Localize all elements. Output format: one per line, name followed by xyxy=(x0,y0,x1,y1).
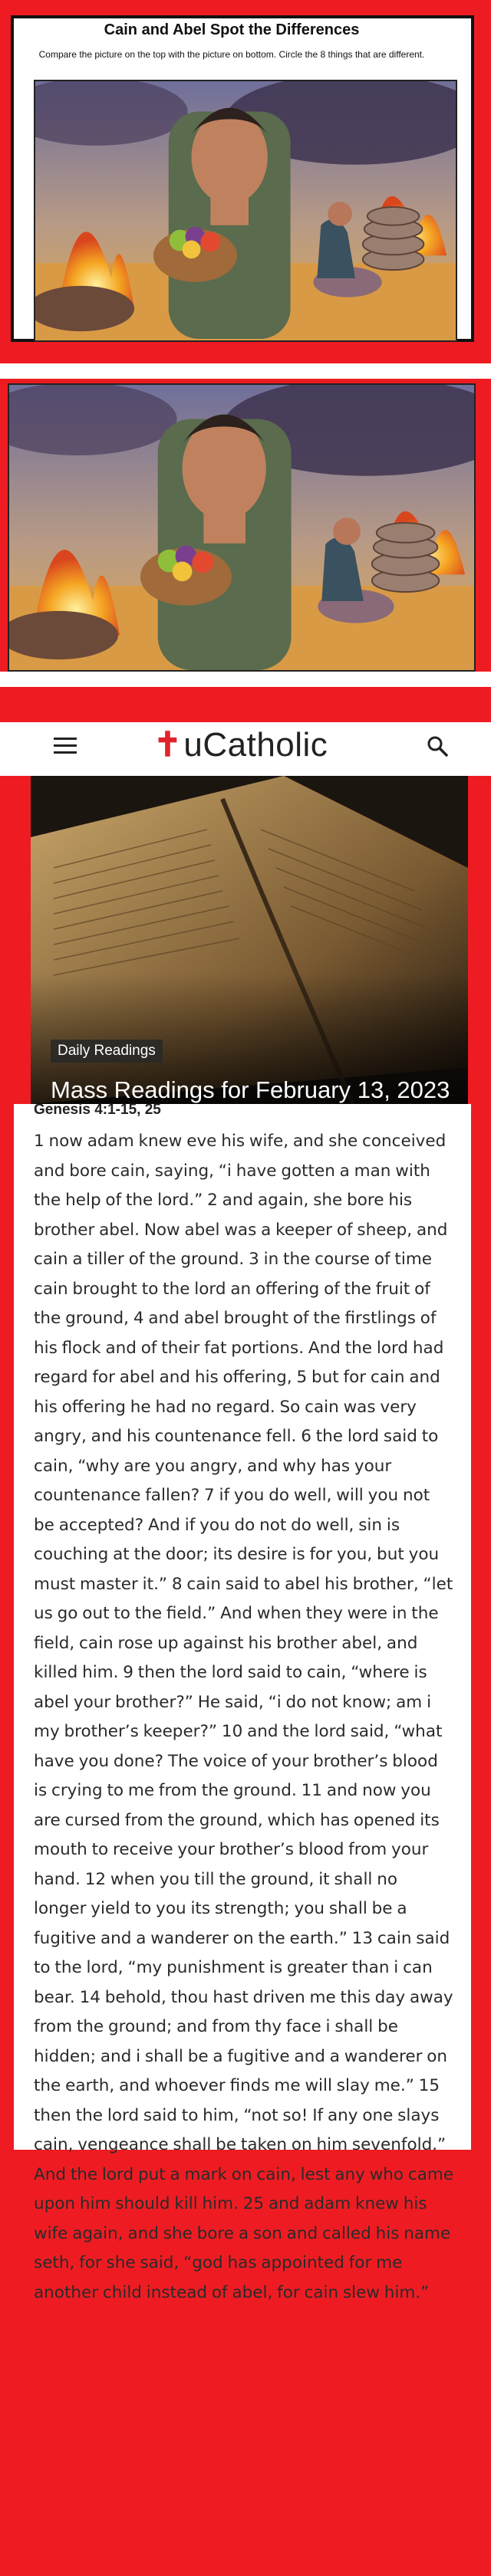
illustration-top xyxy=(34,80,457,342)
spacer xyxy=(0,363,491,379)
reading-text: 1 now adam knew eve his wife, and she conceived and bore cain, saying, “i have gotten a man with the help of the lord.” 2 and again, she bore his brother abel. Now abel was a keeper of sheep, and cain a tiller of the ground. 3 in the course of time cain brought to the lord an offering of the fruit of the ground, 4 and abel brought of the firstlings of his flock and of their fat portions. And the lord had regard for abel and his offering, 5 but for cain and his offering he had no regard. So cain was very angry, and his countenance fell. 6 the lord said to cain, “why are you angry, and why has your countenance fallen? 7 if you do well, will you not be accepted? And if you do not do well, sin is couching at the door; its desire is for you, but you must master it.” 8 cain said to abel his brother, “let us go out to the field.” And when they were in the field, cain rose up against his brother abel, and killed him. 9 then the lord said to cain, “where is abel your brother?” He said, “i do not know; am i my brother’s keeper?” 10 and the lord said, “what have you done? The voice of your brother’s blood is crying to me from the ground. 11 and now you are cursed from the ground, which has opened its mouth to receive your brother’s blood from your hand. 12 when you till the ground, it shall no longer yield to you its strength; you shall be a fugitive and a wanderer on the earth.” 13 cain said to the lord, “my punishment is greater than i can bear. 14 behold, thou hast driven me this day away from the ground; and from thy face i shall be hidden; and i shall be a fugitive and a wanderer on the earth, and whoever finds me will slay me.” 15 then the lord said to him, “not so! If any one slays cain, vengeance shall be taken on him sevenfold.” And the lord put a mark on cain, lest any who came upon him should kill him. 25 and adam knew his wife again, and she bore a son and called his name seth, for she said, “god has appointed for me another child instead of abel, for cain slew him.” xyxy=(34,1132,454,2302)
article-title: Mass Readings for February 13, 2023 xyxy=(51,1076,450,1103)
spacer xyxy=(0,672,491,687)
reading-reference: Genesis 4:1-15, 25 xyxy=(34,1102,161,1118)
section-divider xyxy=(0,687,491,722)
section-divider xyxy=(0,347,491,363)
search-icon[interactable] xyxy=(426,734,449,757)
cross-icon: ✝ xyxy=(153,726,183,764)
illustration-bottom xyxy=(8,383,476,672)
worksheet-subtitle: Compare the picture on the top with the picture on bottom. Circle the 8 things that are different. xyxy=(38,49,425,60)
site-logo[interactable] xyxy=(153,725,328,764)
logo-text: uCatholic xyxy=(183,726,328,764)
worksheet-title: Cain and Abel Spot the Differences xyxy=(104,21,360,38)
category-badge[interactable]: Daily Readings xyxy=(51,1040,163,1063)
hamburger-icon[interactable] xyxy=(54,736,77,756)
